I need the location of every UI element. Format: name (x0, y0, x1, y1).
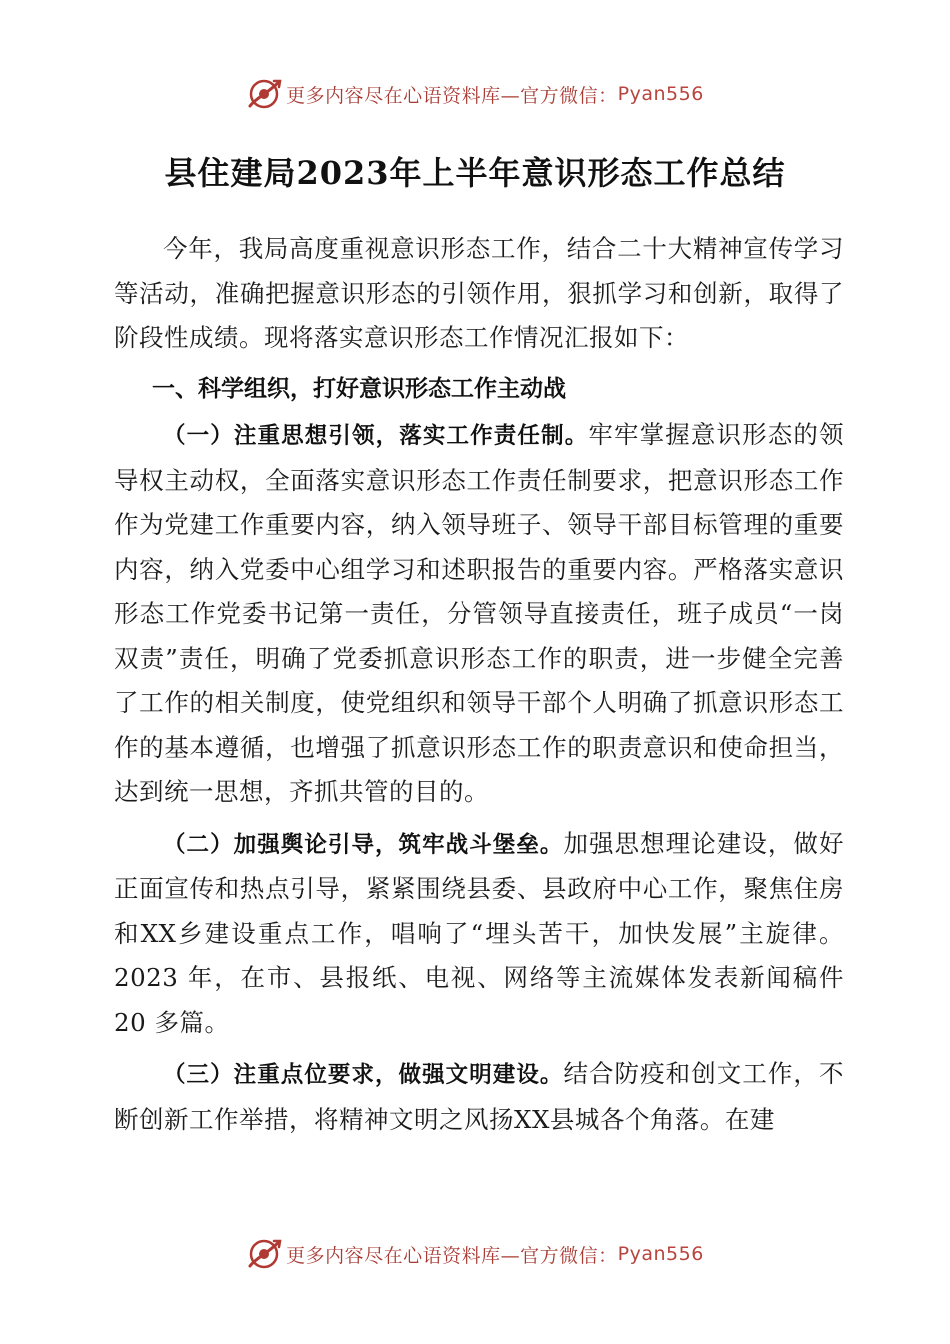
banner-text: 更多内容尽在心语资料库—官方微信： (286, 84, 618, 107)
item-2-body: 加强思想理论建设，做好正面宣传和热点引导，紧紧围绕县委、县政府中心工作，聚焦住房和XX乡建设重点工作，唱响了“埋头苦干，加快发展”主旋律。2023 年，在市、县报纸、电视、网络等主流媒体发表新闻稿件 20 多篇。 (114, 828, 844, 1037)
item-3-body: 结合防疫和创文工作，不断创新工作举措，将精神文明之风扬XX县城各个角落。在建 (114, 1059, 844, 1134)
section-heading: 一、科学组织，打好意识形态工作主动战 (152, 375, 566, 402)
paragraph-item-3 (114, 1052, 844, 1142)
intro-paragraph: 今年，我局高度重视意识形态工作，结合二十大精神宣传学习等活动，准确把握意识形态的引领作用，狠抓学习和创新，取得了阶段性成绩。现将落实意识形态工作情况汇报如下： (114, 234, 844, 352)
brand-logo-icon (246, 76, 282, 112)
paragraph-item-1 (114, 413, 844, 815)
item-2-heading: （二）加强舆论引导，筑牢战斗堡垒。 (163, 831, 564, 858)
paragraph-item-2 (114, 822, 844, 1046)
footer-banner (0, 1234, 950, 1274)
document-body (114, 227, 844, 1142)
brand-logo-icon (246, 1236, 282, 1272)
item-1-heading: （一）注重思想引领，落实工作责任制。 (163, 423, 589, 449)
banner-text: 更多内容尽在心语资料库—官方微信： (286, 1244, 618, 1267)
banner-wechat-id: Pyan556 (617, 83, 704, 105)
banner-wechat-id: Pyan556 (617, 1243, 704, 1265)
item-3-heading: （三）注重点位要求，做强文明建设。 (163, 1062, 564, 1088)
document-title: 县住建局2023年上半年意识形态工作总结 (164, 154, 786, 192)
header-banner (0, 74, 950, 114)
item-1-body: 牢牢掌握意识形态的领导权主动权，全面落实意识形态工作责任制要求，把意识形态工作作为党建工作重要内容，纳入领导班子、领导干部目标管理的重要内容，纳入党委中心组学习和述职报告的重要内容。严格落实意识形态工作党委书记第一责任，分管领导直接责任，班子成员“一岗双责”责任，明确了党委抓意识形态工作的职责，进一步健全完善了工作的相关制度，使党组织和领导干部个人明确了抓意识形态工作的基本遵循，也增强了抓意识形态工作的职责意识和使命担当，达到统一思想，齐抓共管的目的。 (114, 420, 844, 806)
